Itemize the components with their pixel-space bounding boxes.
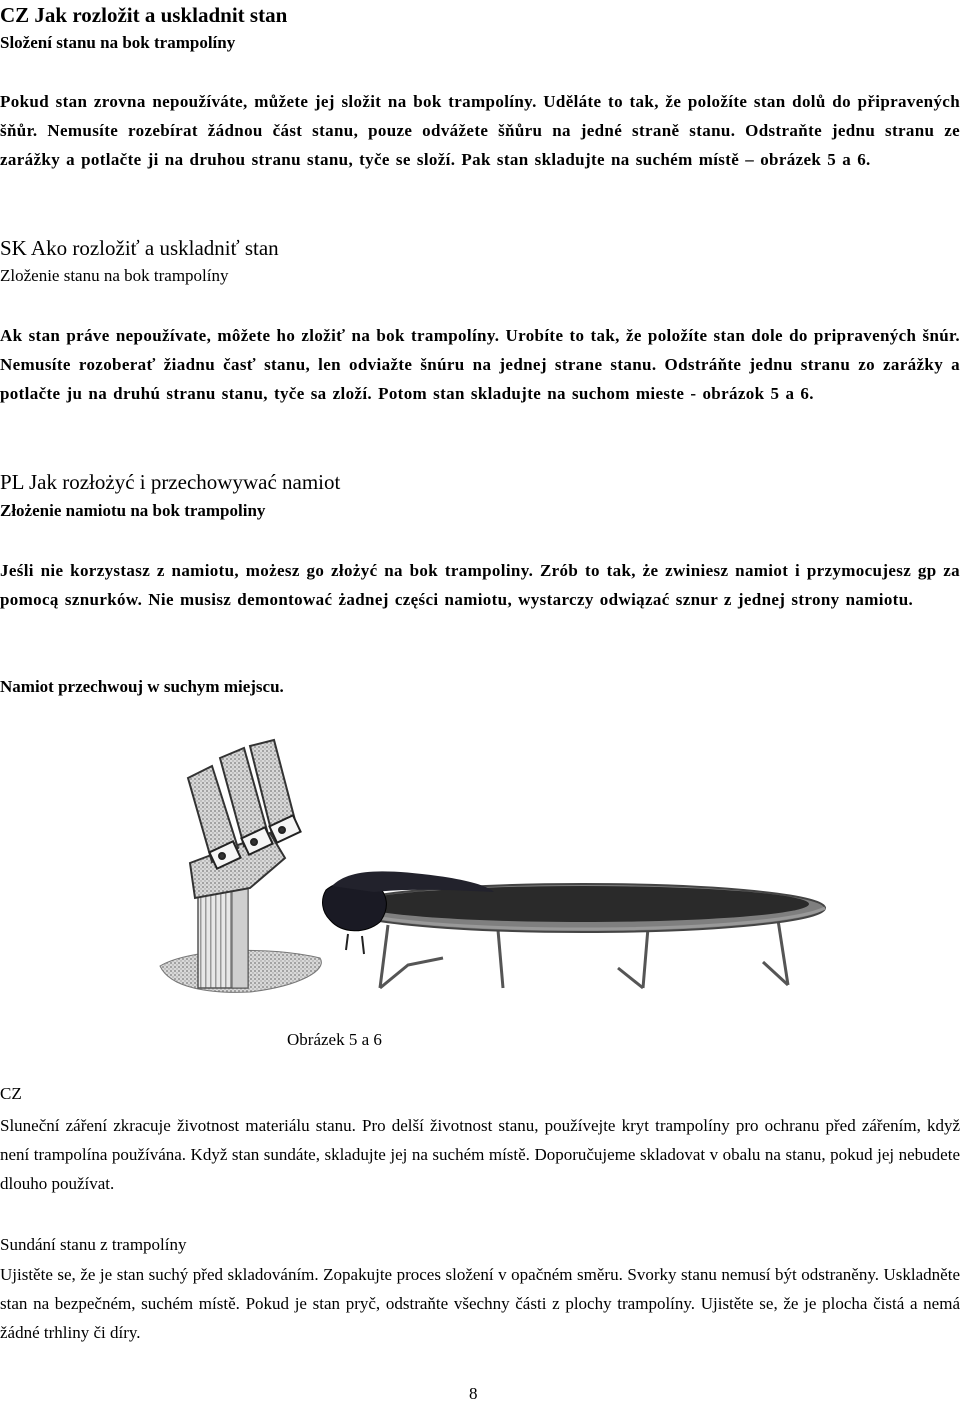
removal-paragraph: Ujistěte se, že je stan suchý před skladováním. Zopakujte proces složení v opačném směru. Svorky stanu nemusí být odstraněny. Uskladněte stan na bezpečném, suchém místě. Pokud je stan pryč, odstraňte všechny části z plochy trampolíny. Ujistěte se, že je plocha čistá a nemá žádné trhliny či díry. [0, 1265, 960, 1342]
page-number: 8 [469, 1384, 478, 1403]
sk-section-paragraph: Ak stan práve nepoužívate, môžete ho zložiť na bok trampolíny. Urobíte to tak, že položíte stan dole do pripravených šnúr. Nemusíte rozoberať žiadnu časť stanu, len odviažte šnúru na jednej strane stanu. Odstráňte jednu stranu zo zarážky a potlačte ju na druhú stranu stanu, tyče sa zloží. Potom stan skladujte na suchom mieste - obrázok 5 a 6. [0, 326, 960, 403]
pl-section-title: PL Jak rozłożyć i przechowywać namiot [0, 470, 341, 494]
sk-section-subtitle: Zloženie stanu na bok trampolíny [0, 266, 229, 285]
cz-care-label: CZ [0, 1084, 22, 1103]
cz-section-title: CZ Jak rozložit a uskladnit stan [0, 3, 288, 27]
cz-section-subtitle: Složení stanu na bok trampolíny [0, 33, 236, 52]
pl-section-paragraph-2: Namiot przechwouj w suchym miejscu. [0, 677, 284, 696]
trampoline-with-folded-tent-photo [318, 850, 830, 990]
pl-section-subtitle: Złożenie namiotu na bok trampoliny [0, 501, 266, 520]
cz-section-paragraph: Pokud stan zrovna nepoužíváte, můžete jej složit na bok trampolíny. Uděláte to tak, že položíte stan dolů do připravených šňůr. Nemusíte rozebírat žádnou část stanu, pouze odvážete šňůru na jedné straně stanu. Odstraňte jednu stranu ze zarážky a potlačte ji na druhou stranu stanu, tyče se složí. Pak stan skladujte na suchém místě – obrázek 5 a 6. [0, 92, 960, 169]
figure-caption: Obrázek 5 a 6 [287, 1030, 382, 1049]
pl-section-paragraph: Jeśli nie korzystasz z namiotu, możesz go złożyć na bok trampoliny. Zrób to tak, że zwiniesz namiot i przymocujesz gp za pomocą sznurków. Nie musisz demontować żadnej części namiotu, wystarczy odwiązać sznur z jednej strony namiotu. [0, 561, 960, 609]
folding-pole-clamp-illustration [150, 738, 340, 1000]
sk-section-title: SK Ako rozložiť a uskladniť stan [0, 236, 279, 260]
cz-care-paragraph: Sluneční záření zkracuje životnost materiálu stanu. Pro delší životnost stanu, používejte kryt trampolíny pro ochranu před zářením, když není trampolína používána. Když stan sundáte, skladujte jej na suchém místě. Doporučujeme skladovat v obalu na stanu, pokud jej nebudete dlouho používat. [0, 1116, 960, 1193]
removal-title: Sundání stanu z trampolíny [0, 1235, 187, 1254]
